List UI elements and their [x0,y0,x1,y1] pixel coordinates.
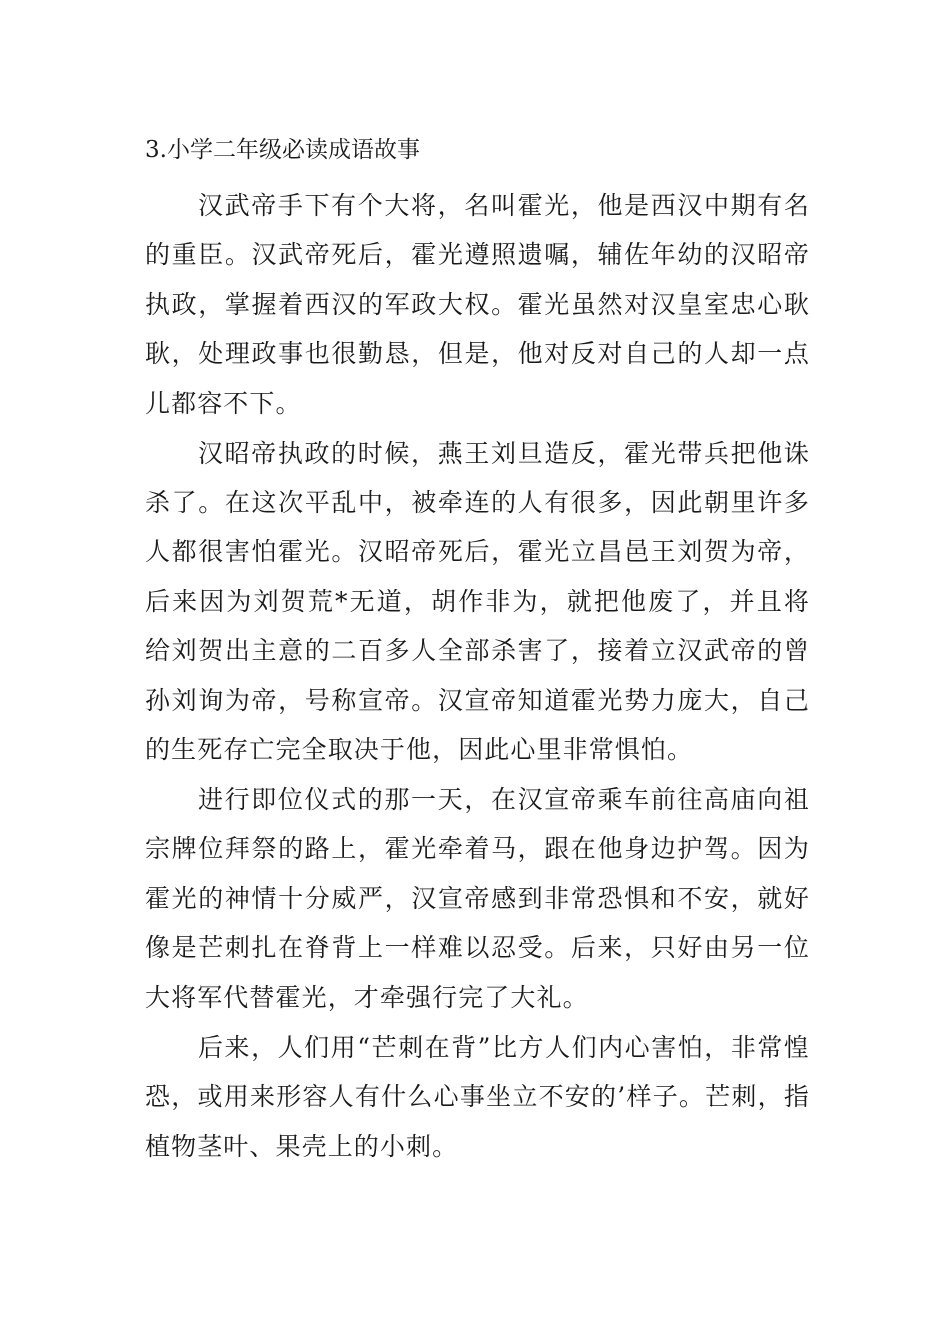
document-body [145,132,810,1172]
paragraph-1: 汉武帝手下有个大将，名叫霍光，他是西汉中期有名的重臣。汉武帝死后，霍光遵照遗嘱，辅佐年幼的汉昭帝执政，掌握着西汉的军政大权。霍光虽然对汉皇室忠心耿耿，处理政事也很勤恳，但是，他对反对自己的人却一点儿都容不下。 [145,191,810,418]
paragraph-4: 后来，人们用“芒刺在背”比方人们内心害怕，非常惶恐，或用来形容人有什么心事坐立不安的’样子。芒刺，指植物茎叶、果壳上的小刺。 [145,1032,810,1161]
paragraph-2: 汉昭帝执政的时候，燕王刘旦造反，霍光带兵把他诛杀了。在这次平乱中，被牵连的人有很多，因此朝里许多人都很害怕霍光。汉昭帝死后，霍光立昌邑王刘贺为帝，后来因为刘贺荒*无道，胡作非为，就把他废了，并且将给刘贺出主意的二百多人全部杀害了，接着立汉武帝的曾孙刘询为帝，号称宣帝。汉宣帝知道霍光势力庞大，自己的生死存亡完全取决于他，因此心里非常惧怕。 [145,438,810,765]
section-heading: 3.小学二年级必读成语故事 [145,137,420,163]
paragraph-3: 进行即位仪式的那一天，在汉宣帝乘车前往高庙向祖宗牌位拜祭的路上，霍光牵着马，跟在他身边护驾。因为霍光的神情十分威严，汉宣帝感到非常恐惧和不安，就好像是芒刺扎在脊背上一样难以忍受。后来，只好由另一位大将军代替霍光，才牵强行完了大礼。 [145,785,810,1012]
